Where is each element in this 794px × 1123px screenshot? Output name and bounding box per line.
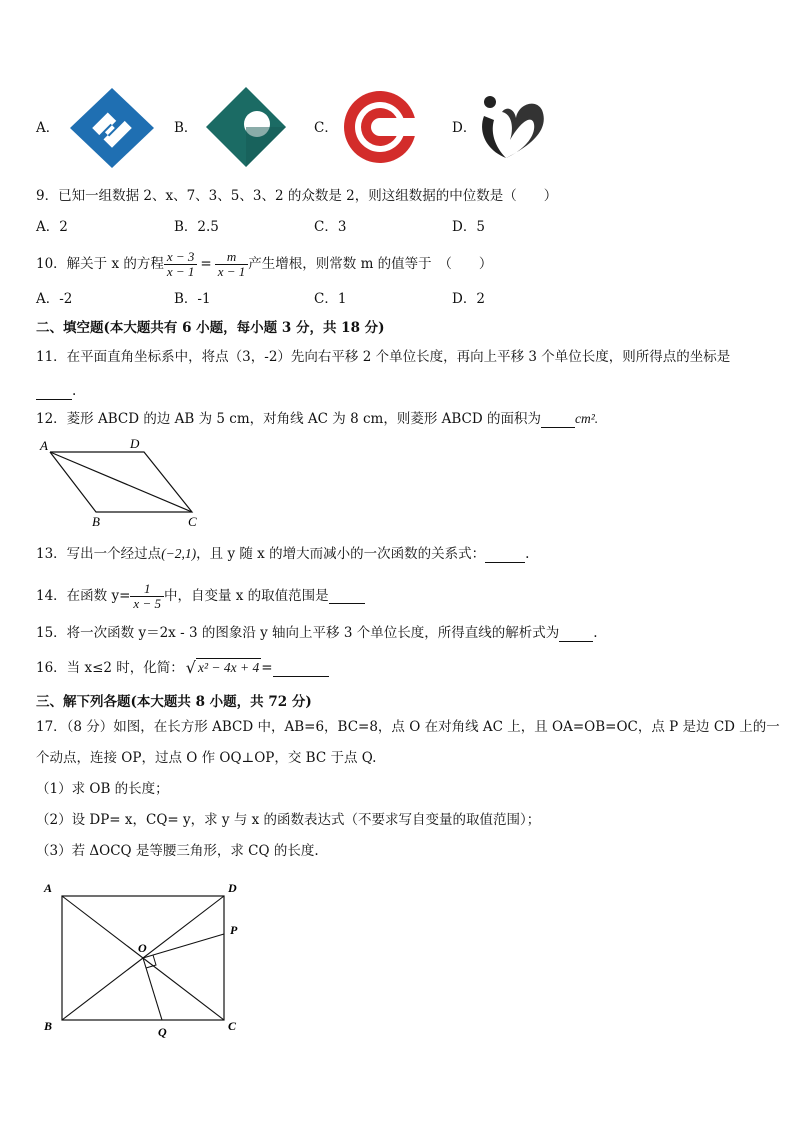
q17-part2: （2）设 DP= x，CQ= y，求 y 与 x 的函数表达式（不要求写自变量的取值范围）； — [36, 812, 541, 828]
logo-c-image — [342, 86, 418, 168]
q13-prefix: 13．写出一个经过点 — [36, 546, 162, 562]
q15-text: 15．将一次函数 y＝2x - 3 的图象沿 y 轴向上平移 3 个单位长度，所得直线的解析式为 — [36, 625, 560, 641]
q16-equals: = — [261, 660, 273, 676]
rect-label-o: O — [138, 941, 147, 955]
q11-tail: . — [72, 383, 77, 399]
q10-option-c: C．1 — [314, 291, 347, 307]
rect-label-b: B — [44, 1019, 53, 1033]
rect-label-d: D — [228, 881, 237, 895]
rhombus-label-a: A — [40, 438, 48, 453]
q16-answer-blank[interactable] — [273, 662, 329, 677]
q14-stem — [36, 576, 365, 616]
q17-part3: （3）若 ΔOCQ 是等腰三角形，求 CQ 的长度. — [36, 843, 319, 859]
q10-equals: = — [200, 256, 212, 272]
q10-suffix: 产生增根，则常数 m 的值等于 （ ） — [248, 256, 493, 272]
q14-prefix: 14．在函数 y= — [36, 588, 131, 604]
q10-fraction-left — [164, 250, 198, 279]
q14-answer-blank[interactable] — [329, 589, 365, 604]
logo-d-image — [476, 92, 552, 162]
q14-num: 1 — [130, 582, 164, 597]
rhombus-label-b: B — [92, 514, 100, 529]
sqrt-icon: √ — [185, 658, 196, 677]
rhombus-label-c: C — [188, 514, 197, 529]
q9-option-c: C．3 — [314, 219, 347, 235]
q8-option-b-label: B． — [174, 120, 198, 136]
q17-part1: （1）求 OB 的长度； — [36, 781, 169, 797]
rectangle-figure — [40, 876, 250, 1040]
section-3-heading: 三、解下列各题(本大题共 8 小题，共 72 分) — [36, 694, 312, 710]
q12-answer-blank[interactable] — [541, 413, 575, 428]
q13-answer-blank[interactable] — [485, 548, 525, 563]
q10-fraction-right — [215, 250, 249, 279]
q9-option-b: B．2.5 — [174, 219, 219, 235]
q16-stem — [36, 658, 329, 677]
q11-answer-line — [36, 382, 76, 400]
q10-prefix: 10．解关于 x 的方程 — [36, 256, 164, 272]
q12-unit: cm². — [574, 411, 599, 426]
section-2-heading: 二、填空题(本大题共有 6 小题，每小题 3 分，共 18 分) — [36, 320, 385, 336]
q16-radicand: x² − 4x + 4 — [197, 660, 260, 675]
q10-option-d: D．2 — [452, 291, 485, 307]
q12-stem — [36, 410, 598, 428]
rhombus-label-d: D — [130, 436, 140, 451]
q13-suffix: ，且 y 随 x 的增大而减小的一次函数的关系式： — [196, 546, 486, 562]
q10-frac1-num: x − 3 — [164, 250, 198, 265]
q9-stem: 9．已知一组数据 2、x、7、3、5、3、2 的众数是 2，则这组数据的中位数是（ ） — [36, 188, 558, 204]
q8-option-a-label: A． — [36, 120, 60, 136]
rect-label-p: P — [230, 923, 238, 937]
q13-point: (−2,1) — [161, 546, 197, 561]
q10-frac2-den: x − 1 — [217, 263, 246, 279]
q14-den: x − 5 — [133, 595, 161, 611]
q8-option-c-label: C． — [314, 120, 338, 136]
logo-b-image — [205, 86, 287, 168]
rect-label-c: C — [228, 1019, 237, 1033]
q10-option-a: A．-2 — [36, 291, 73, 307]
rhombus-figure — [38, 434, 208, 530]
q17-line2: 个动点，连接 OP，过点 O 作 OQ⊥OP，交 BC 于点 Q. — [36, 750, 377, 766]
q14-fraction — [130, 582, 164, 611]
q9-option-a: A．2 — [36, 219, 68, 235]
q13-tail: . — [525, 546, 530, 562]
q10-frac2-num: m — [215, 250, 249, 265]
q9-option-d: D．5 — [452, 219, 485, 235]
q17-line1: 17．（8 分）如图，在长方形 ABCD 中，AB=6，BC=8，点 O 在对角线 AC 上，且 OA=OB=OC，点 P 是边 CD 上的一 — [36, 719, 780, 735]
q15-tail: . — [593, 625, 598, 641]
q16-prefix: 16．当 x≤2 时，化简： — [36, 660, 184, 676]
logo-a-image — [68, 86, 156, 170]
q13-stem — [36, 545, 529, 563]
q8-option-d-label: D． — [452, 120, 477, 136]
q10-frac1-den: x − 1 — [166, 263, 195, 279]
q15-stem — [36, 624, 598, 642]
q10-stem — [36, 244, 492, 284]
q11-answer-blank[interactable] — [36, 385, 72, 400]
rect-label-q: Q — [158, 1025, 167, 1039]
q11-line1: 11．在平面直角坐标系中，将点（3，-2）先向右平移 2 个单位长度，再向上平移 3 个单位长度，则所得点的坐标是 — [36, 349, 731, 365]
q10-option-b: B．-1 — [174, 291, 211, 307]
q15-answer-blank[interactable] — [559, 627, 593, 642]
q14-suffix: 中，自变量 x 的取值范围是 — [163, 588, 329, 604]
rect-label-a: A — [44, 881, 53, 895]
q12-text: 12．菱形 ABCD 的边 AB 为 5 cm，对角线 AC 为 8 cm，则菱形 ABCD 的面积为 — [36, 411, 541, 427]
